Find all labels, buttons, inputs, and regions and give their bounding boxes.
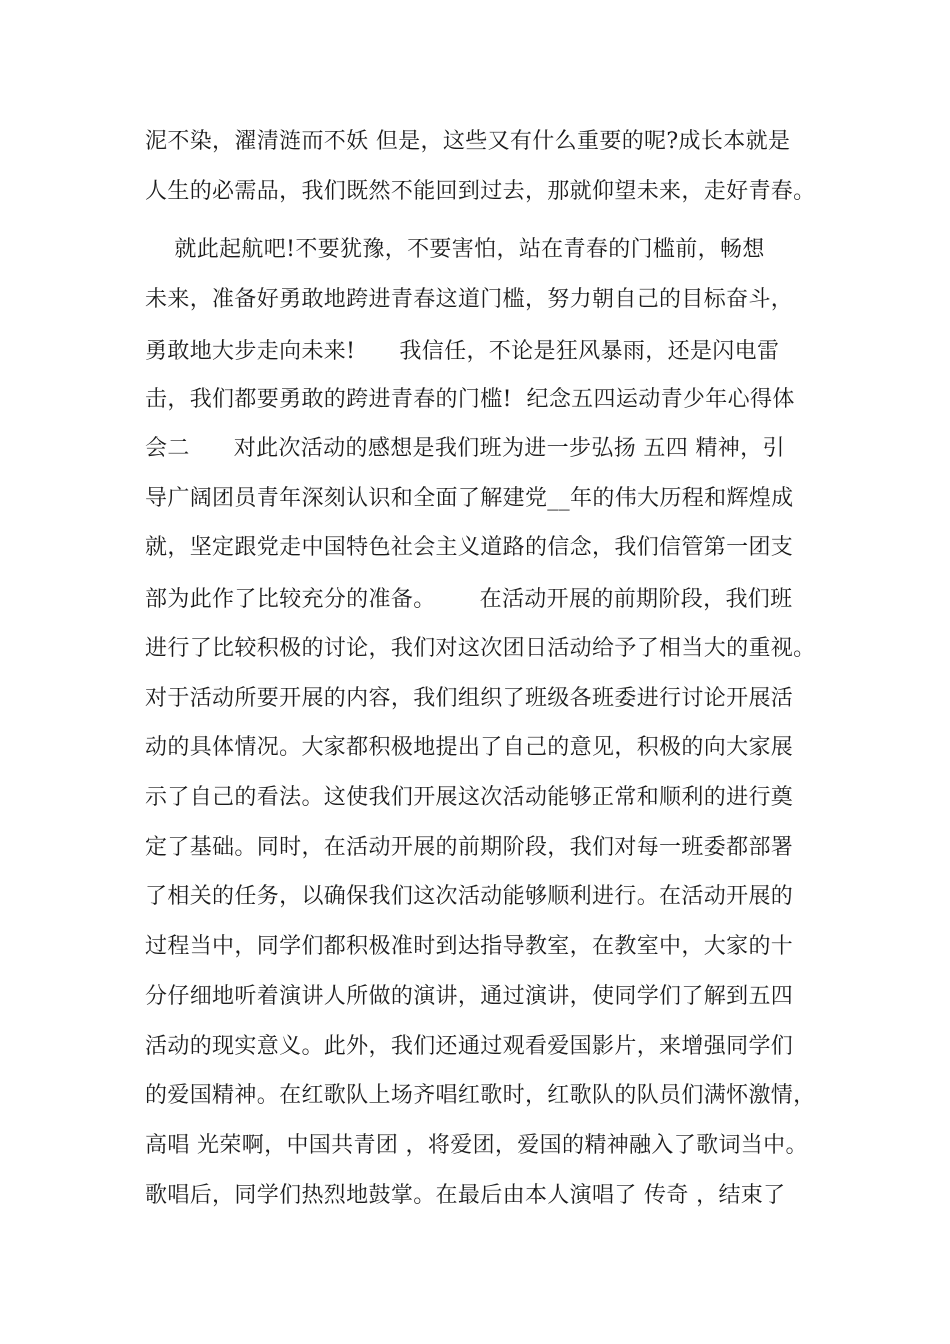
text-line: 导广阔团员青年深刻认识和全面了解建党__年的伟大历程和辉煌成 — [145, 486, 794, 511]
text-line: 部为此作了比较充分的准备。 在活动开展的前期阶段，我们班 — [145, 587, 793, 612]
text-line: 动的具体情况。大家都积极地提出了自己的意见，积极的向大家展 — [145, 735, 794, 760]
text-line: 勇敢地大步走向未来! 我信任，不论是狂风暴雨，还是闪电雷 — [145, 339, 780, 364]
text-line: 就此起航吧!不要犹豫，不要害怕，站在青春的门槛前，畅想 — [145, 237, 765, 262]
text-line: 分仔细地听着演讲人所做的演讲，通过演讲，使同学们了解到五四 — [145, 984, 794, 1009]
text-line: 的爱国精神。在红歌队上场齐唱红歌时，红歌队的队员们满怀激情， — [145, 1083, 816, 1108]
text-line: 歌唱后，同学们热烈地鼓掌。在最后由本人演唱了 传奇 ，结束了 — [145, 1183, 786, 1208]
text-line: 高唱 光荣啊，中国共青团 ，将爱团，爱国的精神融入了歌词当中。 — [145, 1133, 808, 1158]
text-line: 人生的必需品，我们既然不能回到过去，那就仰望未来，走好青春。 — [145, 179, 816, 204]
text-line: 示了自己的看法。这使我们开展这次活动能够正常和顺利的进行奠 — [145, 785, 794, 810]
text-line: 了相关的任务，以确保我们这次活动能够顺利进行。在活动开展的 — [145, 884, 794, 909]
text-line: 击，我们都要勇敢的跨进青春的门槛! 纪念五四运动青少年心得体 — [145, 387, 795, 412]
text-line: 进行了比较积极的讨论，我们对这次团日活动给予了相当大的重视。 — [145, 636, 816, 661]
text-line: 过程当中，同学们都积极准时到达指导教室，在教室中，大家的十 — [145, 934, 794, 959]
text-line: 定了基础。同时，在活动开展的前期阶段，我们对每一班委都部署 — [145, 835, 794, 860]
text-line: 未来，准备好勇敢地跨进青春这道门槛，努力朝自己的目标奋斗， — [145, 287, 794, 312]
text-line: 对于活动所要开展的内容，我们组织了班级各班委进行讨论开展活 — [145, 686, 794, 711]
text-line: 泥不染，濯清涟而不妖 但是，这些又有什么重要的呢?成长本就是 — [145, 129, 791, 154]
text-line: 会二 对此次活动的感想是我们班为进一步弘扬 五四 精神，引 — [145, 436, 785, 461]
text-line: 活动的现实意义。此外，我们还通过观看爱国影片，来增强同学们 — [145, 1034, 794, 1059]
text-line: 就，坚定跟党走中国特色社会主义道路的信念，我们信管第一团支 — [145, 535, 794, 560]
